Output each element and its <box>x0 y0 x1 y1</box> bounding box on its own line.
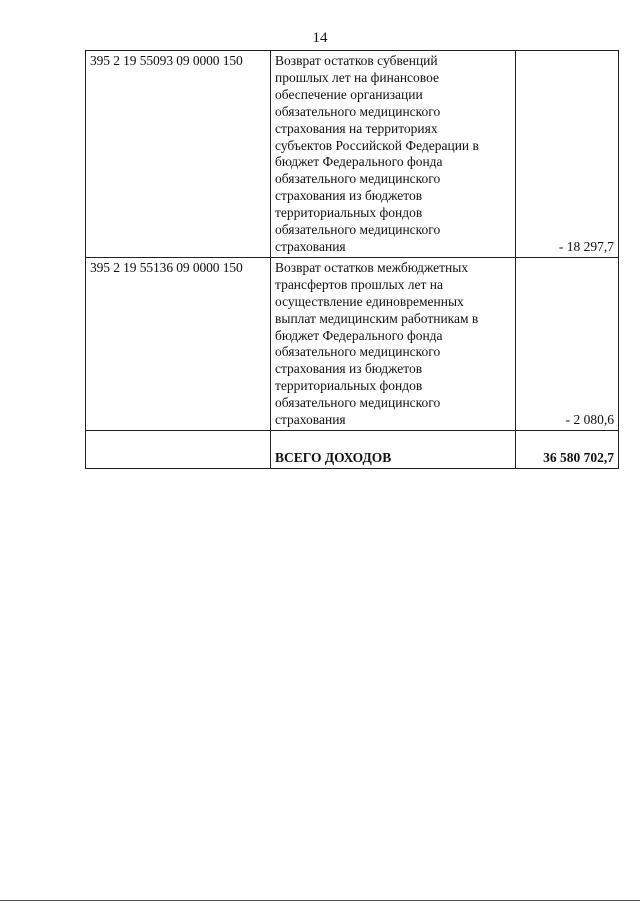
budget-classification-code: 395 2 19 55093 09 0000 150 <box>86 51 271 258</box>
page-number: 14 <box>312 30 328 46</box>
total-label: ВСЕГО ДОХОДОВ <box>271 430 516 468</box>
revenue-name-line: обязательного медицинского <box>275 395 441 411</box>
revenue-name-line: обязательного медицинского <box>275 171 441 187</box>
revenue-name-line: страхования на территориях <box>275 120 438 136</box>
revenue-name-line: бюджет Федерального фонда <box>275 327 443 343</box>
revenue-name-line: территориальных фондов <box>275 205 423 221</box>
revenue-name-line: субъектов Российской Федерации в <box>275 137 479 153</box>
page-bottom-rule <box>0 900 640 901</box>
revenue-name-line: Возврат остатков межбюджетных <box>275 259 469 275</box>
revenue-name-line: выплат медицинским работникам в <box>275 310 479 326</box>
revenue-name-line: осуществление единовременных <box>275 293 464 309</box>
revenue-name-line: прошлых лет на финансовое <box>275 69 439 85</box>
revenue-name-line: страхования <box>275 238 346 254</box>
total-row <box>86 430 619 468</box>
table-row <box>86 257 619 430</box>
revenue-name-line: территориальных фондов <box>275 378 423 394</box>
revenue-name <box>271 51 516 258</box>
revenue-name-line: обязательного медицинского <box>275 344 441 360</box>
revenue-name-line: бюджет Федерального фонда <box>275 154 443 170</box>
revenue-amount: - 2 080,6 <box>516 257 619 430</box>
revenue-name-line: страхования из бюджетов <box>275 188 423 204</box>
revenue-amount: - 18 297,7 <box>516 51 619 258</box>
revenue-name-line: обязательного медицинского <box>275 222 441 238</box>
budget-revenue-table <box>85 50 619 469</box>
total-code <box>86 430 271 468</box>
revenue-name-line: трансфертов прошлых лет на <box>275 276 443 292</box>
revenue-name <box>271 257 516 430</box>
revenue-name-line: страхования <box>275 412 346 428</box>
total-amount: 36 580 702,7 <box>516 430 619 468</box>
revenue-name-line: Возврат остатков субвенций <box>275 53 438 68</box>
revenue-name-line: обязательного медицинского <box>275 103 441 119</box>
table-row <box>86 51 619 258</box>
revenue-name-line: обеспечение организации <box>275 86 423 102</box>
budget-classification-code: 395 2 19 55136 09 0000 150 <box>86 257 271 430</box>
revenue-name-line: страхования из бюджетов <box>275 361 423 377</box>
